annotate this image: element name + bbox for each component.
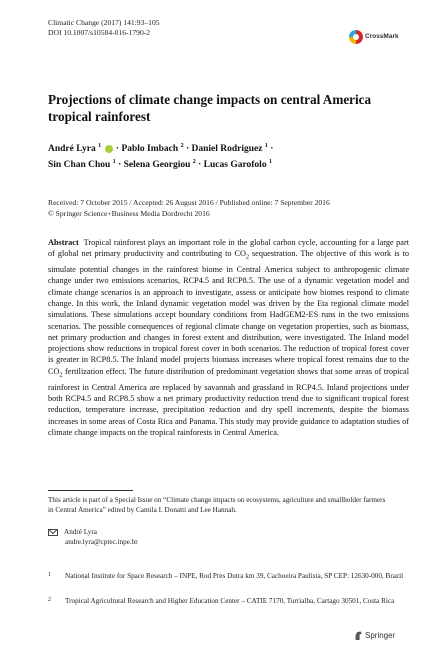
author[interactable]: Pablo Imbach $^2$ — [121, 143, 184, 155]
publication-dates — [48, 198, 408, 219]
affiliation-1 — [48, 572, 408, 582]
footnote-divider — [48, 490, 133, 491]
abstract-text: Tropical rainforest plays an important role in the global carbon cycle, accounting for a large part of global net primary productivity and contributing to $CO_2$ sequestration. The objective of this work is to simulate potential changes in the rainforest biome in Central America subject to anthropogenic climate change under two emissions scenarios, RCP4.5 and RCP8.5. The use of a dynamic vegetation model and climate change scenarios is an approach to investigate, assess or anticipate how biomes respond to climate change. In this work, the Inland dynamic vegetation model was driven by the Eta regional climate model simulations. These simulations accept boundary conditions from HadGEM2-ES runs in the two emissions scenarios. The possible consequences of regional climate change on vegetation properties, such as biomass, net primary production and changes in forest extent and distribution, were investigated. The Inland model projections show reductions in tropical forest cover in both scenarios. The reduction of tropical forest cover is greater in RCP8.5. The Inland model projects biomass increases where tropical forest remains due to the $CO_2$ fertilization effect. The future distribution of predominant vegetation shows that some areas of tropical rainforest in Central America are replaced by savannah and grassland in RCP4.5. Inland projections under both RCP4.5 and RCP8.5 show a net primary productivity reduction trend due to significant tropical forest reduction, temperature increase, precipitation reduction and dry spell increments, despite the biomass increases in some areas of Costa Rica and Panama. This study may provide guidance to adaptation studies of climate change impacts on the tropical rainforests in Central America. — [48, 238, 409, 437]
springer-horse-icon — [354, 631, 362, 640]
orcid-icon[interactable] — [105, 145, 113, 153]
dates-line: Received: 7 October 2015 / Accepted: 26 August 2016 / Published online: 7 September 2016 — [48, 198, 330, 207]
publisher-logo — [354, 631, 395, 640]
author[interactable]: Lucas Garofolo $^1$ — [203, 159, 272, 171]
author[interactable]: Sin Chan Chou $^1$ — [48, 159, 116, 171]
crossmark-badge[interactable] — [349, 30, 403, 46]
author[interactable]: Daniel Rodriguez $^1$ — [191, 143, 268, 155]
affiliation-number: 1 — [48, 572, 51, 578]
crossmark-icon — [349, 30, 363, 44]
journal-header — [48, 18, 160, 38]
journal-citation: Climatic Change (2017) 141:93–105 — [48, 18, 160, 27]
affiliation-text: National Institute for Space Research – INPE, Rod Pres Dutra km 39, Cachoeira Paulista, SP CEP: 12630-000, Brazil — [65, 572, 404, 580]
special-issue-note: This article is part of a Special Issue on “Climate change impacts on ecosystems, agriculture and smallholder farmers in Central America” edited by Camila I. Donatti and Lee Hannah. — [48, 496, 386, 514]
author[interactable]: Selena Georgiou $^2$ — [123, 159, 196, 171]
author[interactable]: André Lyra $^1$ — [48, 143, 102, 155]
abstract-label: Abstract — [48, 238, 79, 247]
copyright-line: © Springer Science+Business Media Dordrecht 2016 — [48, 208, 210, 218]
abstract — [48, 237, 409, 438]
doi[interactable]: DOI 10.1007/s10584-016-1790-2 — [48, 28, 151, 37]
crossmark-label: CrossMark — [365, 33, 399, 40]
affiliation-number: 2 — [48, 597, 51, 603]
affiliation-2 — [48, 597, 408, 607]
contact-name: André Lyra — [64, 528, 97, 536]
envelope-icon — [48, 529, 58, 536]
article-title: Projections of climate change impacts on central America tropical rainforest — [48, 92, 372, 124]
corresponding-author — [48, 527, 138, 547]
affiliation-text: Tropical Agricultural Research and Higher Education Center – CATIE 7170, Turrialba, Cartago 30501, Costa Rica — [65, 597, 395, 605]
publisher-name: Springer — [365, 631, 396, 640]
author-list: André Lyra $^1$ · Pablo Imbach $^2$ · Daniel Rodriguez $^1$ · Sin Chan Chou $^1$ · Selena Georgiou $^2$ · Lucas Garofolo $^1$ — [48, 143, 274, 171]
contact-email[interactable]: andre.lyra@cptec.inpe.br — [65, 538, 138, 546]
